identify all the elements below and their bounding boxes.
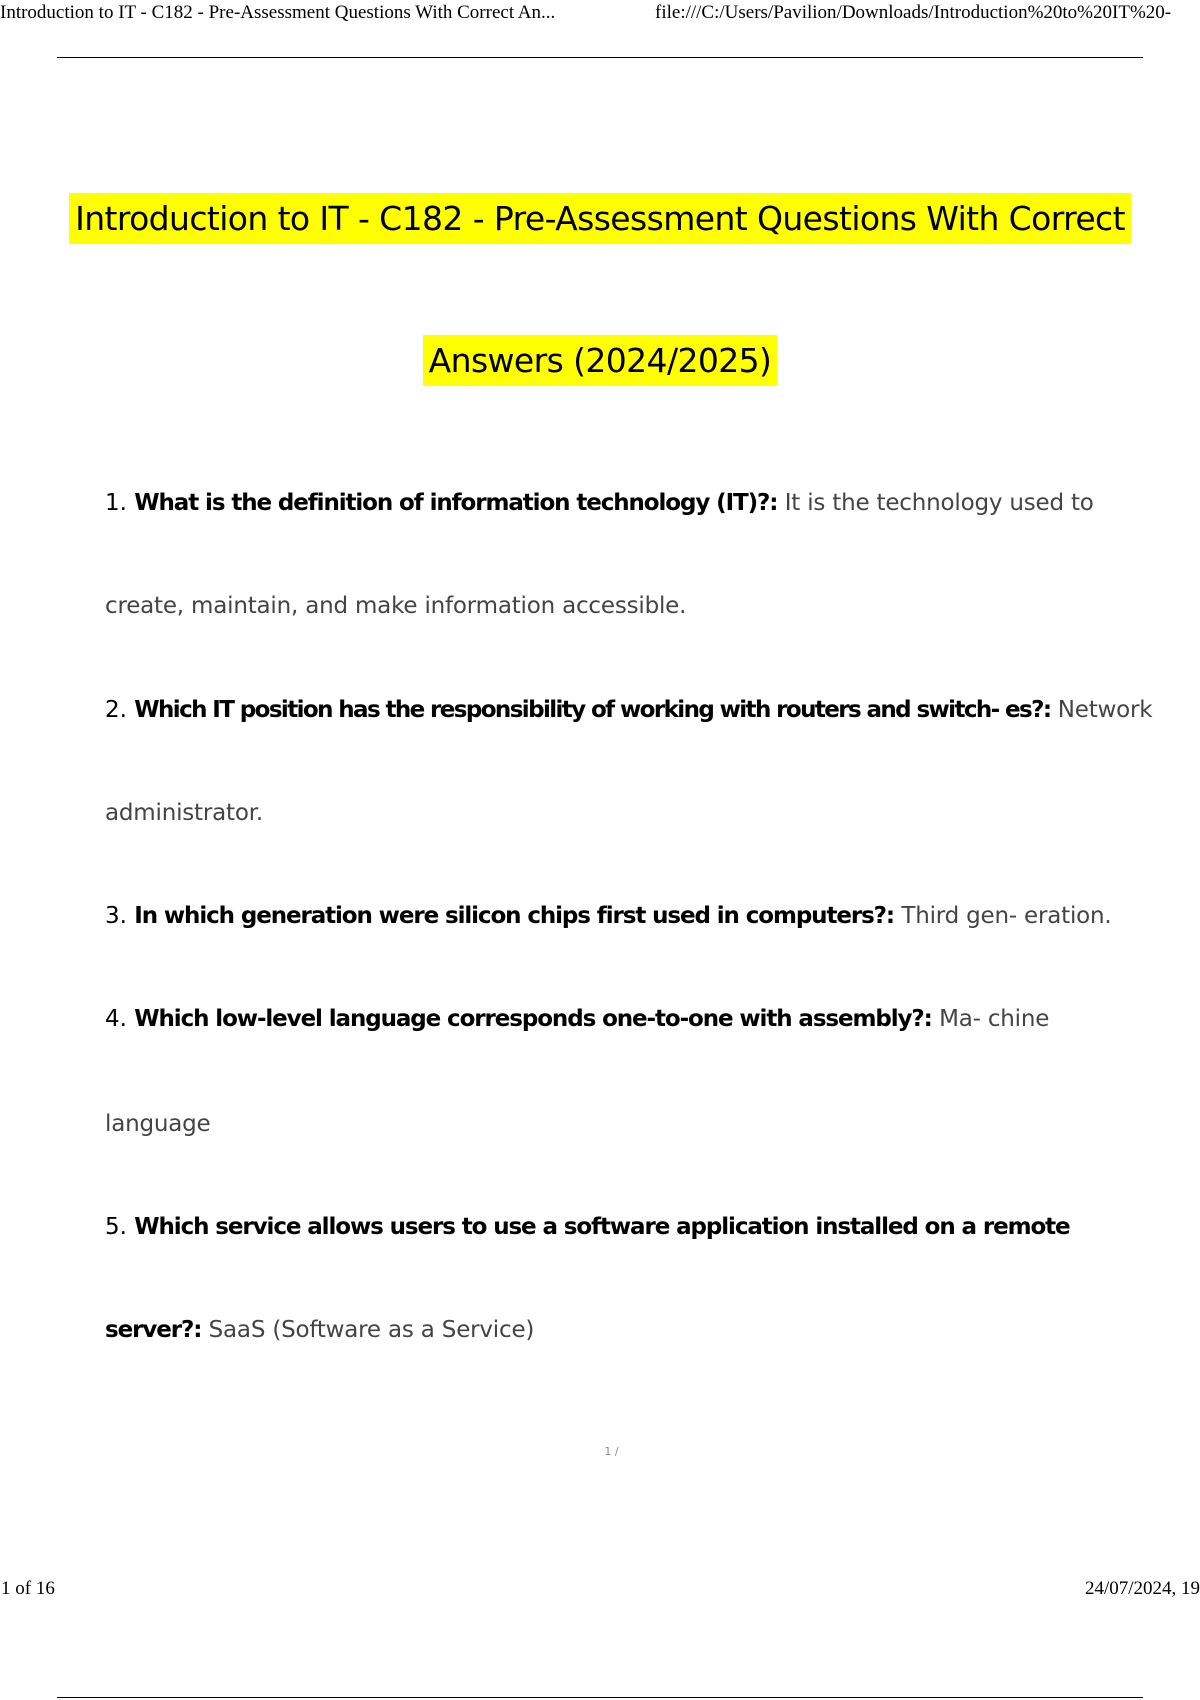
question-text: Which IT position has the responsibility of working with routers and switch- es?: — [134, 697, 1051, 723]
bottom-divider — [57, 1697, 1143, 1698]
answer-text: Network — [1057, 697, 1153, 723]
question-text: Which low-level language corresponds one-to-one with assembly?: — [134, 1006, 932, 1032]
question-number: 4. — [105, 1006, 127, 1032]
answer-text: Third gen- eration. — [901, 903, 1112, 929]
question-1 — [105, 490, 1145, 516]
answer-text: Ma- chine — [939, 1006, 1050, 1032]
answer-1-continued — [105, 593, 1145, 619]
question-text: What is the definition of information technology (IT)?: — [134, 490, 778, 516]
question-5 — [105, 1214, 1145, 1240]
print-header-url: file:///C:/Users/Pavilion/Downloads/Introduction%20to%20IT%20- — [655, 2, 1172, 23]
question-3 — [105, 903, 1145, 929]
question-text: Which service allows users to use a software application installed on a remote — [134, 1214, 1070, 1240]
question-text: In which generation were silicon chips first used in computers?: — [134, 903, 895, 929]
top-divider — [57, 57, 1143, 58]
question-5-continued — [105, 1317, 1145, 1343]
document-title-line-1 — [0, 199, 1200, 238]
answer-text: language — [105, 1111, 211, 1137]
answer-4-continued — [105, 1111, 1145, 1137]
answer-text: SaaS (Software as a Service) — [208, 1317, 535, 1343]
question-number: 3. — [105, 903, 127, 929]
question-number: 5. — [105, 1214, 127, 1240]
print-header-title: Introduction to IT - C182 - Pre-Assessment Questions With Correct An... — [0, 2, 556, 23]
print-footer-date: 24/07/2024, 19 — [1085, 1578, 1200, 1599]
page-marker: 1 / — [604, 1445, 619, 1458]
question-number: 1. — [105, 490, 127, 516]
title-highlight-1: Introduction to IT - C182 - Pre-Assessment Questions With Correct — [69, 193, 1131, 244]
answer-text: create, maintain, and make information accessible. — [105, 593, 687, 619]
answer-text: administrator. — [105, 800, 263, 826]
question-number: 2. — [105, 697, 127, 723]
document-title-line-2 — [0, 341, 1200, 380]
answer-text: It is the technology used to — [784, 490, 1094, 516]
question-text: server?: — [105, 1317, 202, 1343]
title-highlight-2: Answers (2024/2025) — [423, 335, 778, 386]
question-4 — [105, 1006, 1145, 1032]
question-2 — [105, 697, 1153, 723]
answer-2-continued — [105, 800, 1145, 826]
print-footer-page-count: 1 of 16 — [1, 1578, 55, 1599]
